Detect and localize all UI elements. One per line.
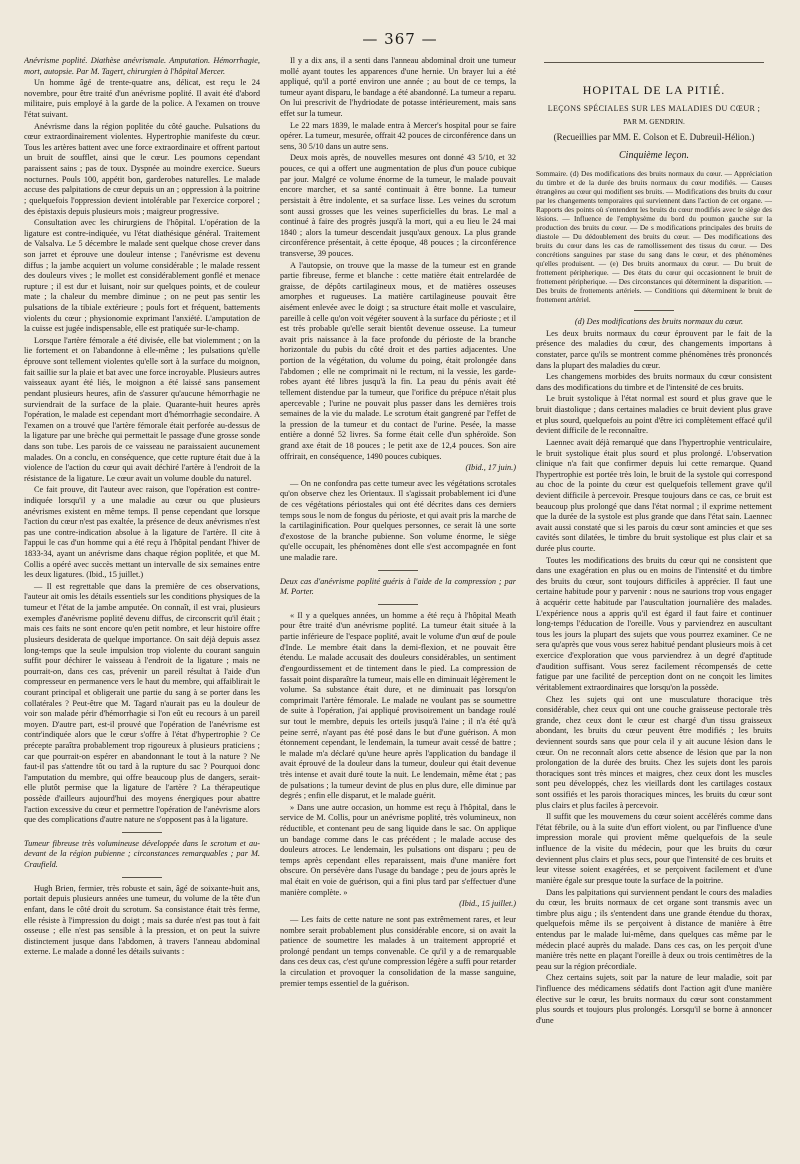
- case-heading: Deux cas d'anévrisme poplité guéris à l'aide de la compression ; par M. Porter.: [280, 576, 516, 597]
- paragraph: Toutes les modifications des bruits du cœur qui ne consistent que dans une exagération en plus ou en moins de l'intensité et du timbre des bruits du cœur, sont toujours difficiles à apprécier. Il faut une certaine habitude pour y parvenir : nous ne saurions trop vous engager à acquérir cette habitude par l'auscultation journalière des malades. L'expérience nous a appris qu'il est égard il faut faire et continuer long-temps l'éducation de l'oreille. Vous y parviendrez en auscultant tous les jours la plupart des sujets que vous pourrez examiner. Ce ne sera qu'après que vous vous serez habitué pendant plusieurs mois à cet exercice d'exploration que vous parviendrez à un degré d'aptitude d'audition suffisant. Vous serez facilement récompensés de cette fatigue par une facilité de perception dont on ne conçoit les limites véritablement extraordinaires que lorsqu'on la possède.: [536, 555, 772, 692]
- paragraph: » Dans une autre occasion, un homme est reçu à l'hôpital, dans le service de M. Collis, pour un anévrisme poplité, très volumineux, non réductible, et contenant peu de sang liquide dans le sac. On applique un bandage comme dans le cas précédent ; le malade accuse des douleurs atroces. Le lendemain, les pulsations ont disparu ; peu de temps après cependant elles reparaissent, mais d'une manière fort obscure. On persévère dans l'usage du bandage ; peu de jours après le mal était en voie de guérison, qui a fini plus tard par s'effectuer d'une manière complète. »: [280, 802, 516, 897]
- paragraph: Un homme âgé de trente-quatre ans, délicat, est reçu le 24 novembre, pour être traité d'un anévrisme poplité. Il avait été d'abord militaire, puis employé à la garde de la police. A l'examen on trouve l'état suivant.: [24, 78, 260, 120]
- column-middle: [280, 56, 516, 1148]
- paragraph: Hugh Brien, fermier, très robuste et sain, âgé de soixante-huit ans, portait depuis plusieurs années une tumeur, du volume de la tête d'un enfant, dans le côté droit du scrotum. Sa consistance était très ferme, elle résiste à l'impression du doigt ; mais sa durée n'est pas tout à fait osseuse ; elle n'est pas sensible à la pression, et on peut la suivre distinctement jusque dans l'abdomen, à travers l'anneau abdominal externe. Le malade a donné les détails suivants :: [24, 883, 260, 957]
- paragraph: Laennec avait déjà remarqué que dans l'hypertrophie ventriculaire, le bruit systolique était plus sourd et plus prolongé. L'observation clinique n'a fait que confirmer depuis lui cette remarque. Quand l'hypertrophie est portée très loin, le bruit de la systole qui correspond au choc de la pointe du cœur est quelquefois tellement grave qu'il devient difficile à percevoir. Presque toujours dans ce cas, ce bruit est beaucoup plus prolongé que dans l'état normal ; il exprime nettement que la durée de la systole est plus grande que dans l'état sain. Laennec avait aussi constaté que si les parois du cœur sont amincies et que ses cavités sont dilatées, le timbre du bruit systolique est plus clair et sa durée plus courte.: [536, 437, 772, 553]
- paragraph: — Les faits de cette nature ne sont pas extrêmement rares, et leur nombre serait probablement plus considérable encore, si on avait la patience de soumettre les malades à un traitement approprié et prolongé pendant un temps convenable. Ce qu'il y a de remarquable dans ces deux cas, c'est qu'une compression légère a suffi pour retarder la circulation et provoquer la consolidation de la masse sanguine, premier temps essentiel de la guérison.: [280, 914, 516, 988]
- paragraph: Il y a dix ans, il a senti dans l'anneau abdominal droit une tumeur mollé ayant toutes les apparences d'une hernie. Un brayer lui a été appliqué, qu'il a porté environ une année ; au bout de ce temps, la tumeur ayant disparu, le bandage a été abandonné. La tumeur a reparu. On lui prescrivit de l'hydriodate de potasse intérieurement, mais sans effet sur la tumeur.: [280, 56, 516, 119]
- compilers: (Recueillies par MM. E. Colson et E. Dubreuil-Hélion.): [553, 132, 755, 143]
- section-subheading: (d) Des modifications des bruits normaux du cœur.: [574, 317, 744, 327]
- hospital-title: HOPITAL DE LA PITIÉ.: [582, 83, 726, 97]
- paragraph: A l'autopsie, on trouve que la masse de la tumeur est en grande partie fibreuse, ferme et blanche : cette matière était entrelardée de graisse, de dépôts cartilagineux mous, et de matières osseuses amorphes et rugueuses. La matière cartilagineuse pouvait être aisément enlevée avec le doigt ; sa structure était molle et vasculaire, pareille à celle qu'on voit végéter souvent à la surface du périoste ; et il est très probable qu'elle serait bientôt devenue osseuse. La tumeur avait pris naissance à la face profonde du périoste de la branche horizontale du pubis du côté droit et des parties adjacentes. Une portion de la végétation, du volume du poing, était prolongée dans l'abdomen ; elle ne comprimait ni le rectum, ni la vessie, les garde-robes ayant été libres jusqu'à la fin. La peau du pénis avait été tellement distendue par la tumeur, que l'orifice du prépuce n'était plus apercevable ; l'urine ne pouvait plus passer dans les dernières trois semaines de la vie du malade. Le scrotum était gangrené par l'effet de la pression de la tumeur et du contact de l'urine. Pesée, la masse entière a donné 52 livres. Sa forme était celle d'un sphéroïde. Son grand axe était de 18 pouces ; le petit axe de 12,4 pouces. Son aire offrirait, en conséquence, 1490 pouces cubiques.: [280, 260, 516, 461]
- divider: [378, 604, 418, 605]
- lecture-number: Cinquième leçon.: [619, 149, 689, 161]
- summary: Sommaire. (d) Des modifications des bruits normaux du cœur. — Appréciation du timbre et de la durée des bruits normaux du cœur modifiés. — Causes étrangères au cœur qui modifient ses bruits. — Modifications des bruits du cœur par les changements temporaires qui surviennent dans l'action de cet organe. — Rapports des points où s'entendent les bruits du cœur modifiés avec le siège des lésions. — Influence de l'emphysème du bord du poumon gauche sur la production des bruits du cœur. — De s modifications principales des bruits de diastole — Du dédoublement des bruits du cœur. — Des modifications des bruits du cœur dans les cas de ramollissement des tissus du cœur. — Des concrétions sanguines par stase du sang dans le cœur, et des phénomènes qu'elles produisent. — (e) Des bruits anormaux du cœur. — Du bruit de frottement péripherique. — Des états du cœur qui occasionnent le bruit de frottement péripherique. — Des circonstances qui déterminent la disparition. — Des bruits de frottements artériels. — Conditions qui déterminent le bruit de frottement artériel.: [536, 168, 772, 305]
- page-number: — 367 —: [362, 30, 438, 48]
- paragraph: Deux mois après, de nouvelles mesures ont donné 43 5/10, et 32 pouces, ce qui a offert une augmentation de plus d'un pouce cubique par jour. Malgré ce volume énorme de la tumeur, le malade pouvait encore marcher, et sa santé continuait à être bonne. La tumeur persistait à être indolente, et sa surface lisse. Les veines du scrotum sont aussi grosses que les veines superficielles du bras. Le mal a continué à faire des progrès jusqu'à la mort, qui a eu lieu le 24 mai 1840 ; alors la tumeur descendait jusqu'aux genoux. La plus grande circonférence présentait, à cette époque, 48 pouces ; la circonférence transverse, 39 pouces.: [280, 153, 516, 258]
- paragraph: Il suffit que les mouvemens du cœur soient accélérés comme dans l'état fébrile, ou à la suite d'un effort violent, ou par l'influence d'une impression morale qui provient même quelquefois de la seule influence de la visite du médecin, pour que les bruits du cœur deviennent plus clairs et plus secs, pour que l'intensité de ces bruits et leur vitesse soient exagérées, et se perçoivent facilement et d'une manière égale sur presque toute la surface de la poitrine.: [536, 812, 772, 885]
- column-left: [24, 56, 260, 1148]
- column-right: [536, 56, 772, 1148]
- divider: [544, 62, 764, 63]
- citation: (Ibid., 17 juin.): [465, 463, 516, 473]
- divider: [378, 570, 418, 571]
- paragraph: Dans les palpitations qui surviennent pendant le cours des maladies du cœur, les bruits normaux de cet organe sont transmis avec un timbre plus aigu ; ils s'entendent dans une grande étendue du thorax, quelquefois même ils se perçoivent à distance de manière à être entendus par le malade lui-même, dans quelques cas même par le médecin placé auprès du malade. Dans ces cas, on les perçoit d'une manière très nette en plaçant l'oreille à deux ou trois centimètres de la peau sur la région précordiale.: [536, 887, 772, 971]
- paragraph: Chez les sujets qui ont une musculature thoracique très considérable, chez ceux qui ont une couche graisseuse pectorale très grande, chez ceux dont le cœur est chargé d'un tissu graisseux abondant, les bruits du cœur peuvent être modifiés ; les bruits deviennent sourds sans que pour cela il y ait aucune lésion dans le cœur. On ne reconnaît alors cette absence de lésion que par la non prolongation de la durée des bruits. Chez les sujets dont les parois thoraciques sont très minces et maigres, chez ceux dont les muscles sont peu développés, chez les vieillards dont les cartilages costaux sont ossifiés et les parois thoraciques minces, les bruits du cœur sont plus clairs et plus faciles à percevoir.: [536, 694, 772, 810]
- paragraph: Les changemens morbides des bruits normaux du cœur consistent dans des modifications du timbre et de l'intensité de ces bruits.: [536, 372, 772, 392]
- case1-heading: Anévrisme poplité. Diathèse anévrismale. Amputation. Hémorrhagie, mort, autopsie. Par M. Tagert, chirurgien à l'hôpital Mercer.: [24, 56, 260, 76]
- lecture-series: LEÇONS SPÉCIALES SUR LES MALADIES DU CŒUR ;: [547, 104, 761, 114]
- paragraph: Lorsque l'artère fémorale a été divisée, elle bat violemment ; on la lie fortement et on l'abandonne à elle-même ; les pulsations qu'elle éprouve sont tellement violentes qu'elle sort à la surface du moignon, fait saillie sur la plaie et bat avec une force incroyable. Plusieurs autres vaisseaux ayant été liés, le moignon a été laissé sans pansement pendant plusieurs heures, afin de s'assurer qu'aucune hémorrhagie ne surviendrait de la surface de la plaie. Quarante-huit heures après l'opération, le malade est cependant mort d'hémorrhagie secondaire. A l'examen on a trouvé que l'artère fémorale était perforée au-dessus de la ligature par une brèche qui permettait le passage d'une grosse sonde dans son tube. Les parois de ce vaisseau ne paraissaient aucunement malades. On a conclu, en conséquence, que cette rupture était due à la violence de l'action du cœur qui avait déchiré l'artère à l'endroit de la résistance de la ligature. Le cœur avait un volume double du naturel.: [24, 335, 260, 483]
- paragraph: Le 22 mars 1839, le malade entra à Mercer's hospital pour se faire opérer. La tumeur, mesurée, offrait 42 pouces de circonférence dans un sens, 30 5/10 dans un autre sens.: [280, 120, 516, 151]
- paragraph: Ce fait prouve, dit l'auteur avec raison, que l'opération est contre-indiquée lorsqu'il y a une maladie au cœur ou que plusieurs anévrismes existent en même temps. Il pense cependant que lorsque l'action du cœur n'est pas exaltée, la présence de deux anévrismes n'est pas une contre-indication absolue à la ligature de l'artère. Il cite à l'appui le cas d'un homme qui a été reçu à l'hôpital pendant l'hiver de 1833-34, ayant un anévrisme dans chaque région poplitée, et que M. Collis a opéré avec succès mettant un intervalle de six semaines entre les deux ligatures. (Ibid., 15 juillet.): [24, 485, 260, 580]
- divider: [122, 832, 162, 833]
- citation: (Ibid., 15 juillet.): [459, 899, 516, 909]
- paragraph: — On ne confondra pas cette tumeur avec les végétations scrotales qu'on observe chez les Orientaux. Il s'agissait probablement ici d'une de ces végétations périostales qui ont été décrites dans ces derniers temps sous le nom de fongus du périoste, et qui avait pris la marche de la cartilaginification. Pour quelques personnes, ce serait là une sorte d'exostose de la branche pubienne. Son volume énorme, le siège qu'elle occupait, les phénomènes dont elle s'est accompagnée en font une maladie rare.: [280, 478, 516, 563]
- divider: [122, 877, 162, 878]
- paragraph: « Il y a quelques années, un homme a été reçu à l'hôpital Meath pour être traité d'un anévrisme poplité. La tumeur était située à la partie inférieure de l'espace poplité, avait le volume d'un œuf de poule d'Inde. Le membre était dans la demi-flexion, et ne pouvait être étendu. Le malade accusait des douleurs considérables, un sentiment d'engourdissement et de tintement dans le pied. La compression de fassait point disparaître la tumeur, mais elle en diminuait légèrement le volume. Sa substance était dure, et ne diminuait pas lorsqu'on comprimait l'artère fémorale. Le malade ne voulant pas se soumettre de suite à l'opération, j'ai appliqué provisoirement un bandage roulé sur tout le membre, depuis les orteils jusqu'à l'aine ; il n'a été qu'à peine serré, n'ayant pas été posé dans le but d'une guérison. A mon étonnement cependant, le lendemain, la tumeur avait cessé de battre ; le malade m'a déclaré qu'une heure après l'application du bandage il avait éprouvé de la douleur dans la tumeur, douleur qui était devenue très intense et avait duré toute la nuit. Le lendemain, même état ; pas de pulsations ; la tumeur devint de plus en plus dure, elle diminue par degrés ; enfin elle disparut, et le malade guérit.: [280, 610, 516, 801]
- case3-heading: Tumeur fibreuse très volumineuse développée dans le scrotum et au-devant de la région pubienne ; circonstances remarquables ; par M. Craufield.: [24, 838, 260, 870]
- paragraph: Anévrisme dans la région poplitée du côté gauche. Pulsations du cœur extraordinairement violentes. Hypertrophie manifeste du cœur. Tous les artères battent avec une force extraordinaire et offrent partout un bruit de soufflet, ainsi que le cœur. Les poumons cependant paraissent sains ; pas de toux. Dyspnée au moindre exercice. Sueurs nocturnes. Pouls 100, appétit bon, garderobes naturelles. Le malade accuse des palpitations de cœur depuis un an ; oppression à la poitrine ; quelquefois l'oppression devient intolérable par l'exercice corporel ; des épistaxis depuis plusieurs mois ; maigreur progressive.: [24, 121, 260, 216]
- divider: [634, 310, 674, 311]
- paragraph: Les deux bruits normaux du cœur éprouvent par le fait de la présence des maladies du cœur, des changements importans à constater, parce qu'ils se montrent comme phénomènes très prononcés dans la plupart des maladies du cœur.: [536, 328, 772, 370]
- paragraph: Consultation avec les chirurgiens de l'hôpital. L'opération de la ligature est contre-indiquée, vu l'état diathésique général. Traitement de Valsalva. Le 5 décembre le malade sent quelque chose crever dans son jarret et éprouve une douleur intense ; l'anévrisme est devenu diffus ; la jambe acquiert un volume considérable ; le malade ressent des douleurs vives ; le mollet est considérablement gonflé et menace rupture ; il est dur et luisant, noir sur quelques points, et de couleur mate ; la chaleur du membre diminue ; on ne peut pas sentir les pulsations de la tibiale extérieure ; pouls fort et fréquent, battements violents du cœur ; physionomie exprimant l'anxiété. L'amputation de la cuisse est jugée indispensable, elle est pratiquée sur-le-champ.: [24, 218, 260, 334]
- paragraph: — Il est regrettable que dans la première de ces observations, l'auteur ait omis les détails essentiels sur les conditions physiques de la tumeur et l'état de la jambe amputée. On connaît, il est vrai, plusieurs exemples d'anévrisme poplité devenu diffus, de circonscrit qu'il était ; mais ces faits ne sont encore qu'en petit nombre, et leur histoire offre plusieurs desiderata de quelque importance. On sait déjà depuis assez long-temps que la seule impulsion trop violente du courant sanguin suffit pour déchirer le vaisseau à l'endroit de la ligature ; mais ne pourrait-on, dans ces cas, prévenir un pareil résultat à l'aide d'un compresseur en permanence vers le haut du membre, qui affaiblirait le courant principal et obligerait une partie du sang à se porter dans les collatérales ? Peut-être que M. Tagard n'aurait pas eu la douleur de voir son malade périr d'hémorrhagie si l'on eût eu recours à un pareil moyen. D'autre part, est-il prouvé que l'opération de l'anévrisme est contr'indiquée alors que le cœur s'offre à l'état d'hypertrophie ? Ce précepte paraîtra probablement trop rigoureux à plusieurs praticiens ; car que pourrait-on espérer en abandonnant le tout à la nature ? Ne faut-il pas s'attendre tôt ou tard à la rupture du sac ? Pourquoi donc l'amputation du membre, qui offre beaucoup plus de dangers, serait-elle plutôt permise que la ligature de l'artère ? La thérapeutique possède d'ailleurs aujourd'hui des moyens énergiques pour abattre l'action excessive du cœur et permettre l'opération de l'anévrisme alors que des complications d'autre nature ne s'opposent pas à la ligature.: [24, 581, 260, 825]
- paragraph: Le bruit systolique à l'état normal est sourd et plus grave que le bruit diastolique ; dans certaines maladies ce bruit devient plus grave et plus sourd, quelquefois au point d'être ici complètement effacé qu'il devient difficile de le reconnaître.: [536, 394, 772, 436]
- lecture-author: PAR M. GENDRIN.: [623, 116, 685, 126]
- paragraph: Chez certains sujets, soit par la nature de leur maladie, soit par l'influence des médicamens sédatifs dont l'action agit d'une manière élective sur le cœur, les bruits normaux du cœur sont constamment plus sourds et toujours plus prolongés. Lorsqu'il se borne à annoncer d'une: [536, 973, 772, 1025]
